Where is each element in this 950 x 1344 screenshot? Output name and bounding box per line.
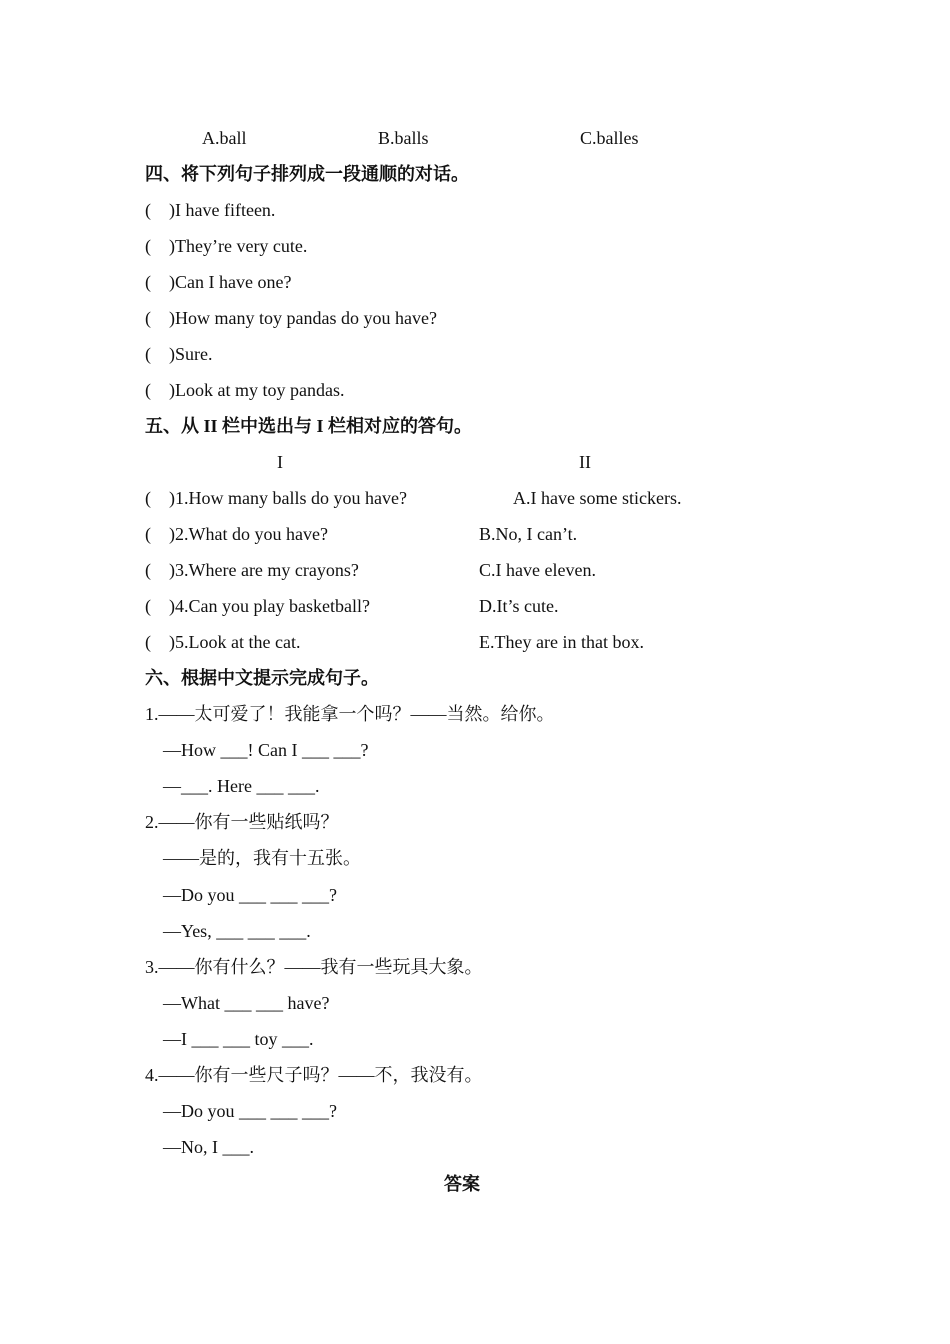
sec4-item: ( )I have fifteen. [145,200,276,220]
q3-chinese: 3.——你有什么？——我有一些玩具大象。 [145,957,483,977]
q2-line-b: —Yes, ___ ___ ___. [163,921,311,941]
sec4-item: ( )They’re very cute. [145,236,308,256]
sec5-right-item: D.It’s cute. [479,596,559,616]
column-i-title: I [277,452,283,472]
q1-chinese: 1.——太可爱了！我能拿一个吗？——当然。给你。 [145,704,555,724]
q4-line-b: —No, I ___. [163,1137,254,1157]
sec5-right-item: E.They are in that box. [479,632,644,652]
column-ii-title: II [579,452,591,472]
answer-title: 答案 [444,1174,480,1194]
sec5-left-item: ( )4.Can you play basketball? [145,596,370,616]
sec5-left-item: ( )2.What do you have? [145,524,328,544]
section-5-heading: 五、从 II 栏中选出与 I 栏相对应的答句。 [145,416,473,436]
sec4-item: ( )How many toy pandas do you have? [145,308,437,328]
section-4-heading: 四、将下列句子排列成一段通顺的对话。 [145,164,469,184]
q3-line-b: —I ___ ___ toy ___. [163,1029,314,1049]
sec5-left-item: ( )3.Where are my crayons? [145,560,359,580]
q1-line-a: —How ___! Can I ___ ___? [163,740,369,760]
sec4-item: ( )Sure. [145,344,213,364]
q2-chinese: 2.——你有一些贴纸吗？ [145,812,339,832]
sec4-item: ( )Can I have one? [145,272,292,292]
q4-chinese: 4.——你有一些尺子吗？——不，我没有。 [145,1065,483,1085]
q2-chinese-reply: ——是的，我有十五张。 [163,848,361,868]
sec5-right-item: A.I have some stickers. [513,488,682,508]
sec5-left-item: ( )1.How many balls do you have? [145,488,407,508]
sec5-left-item: ( )5.Look at the cat. [145,632,301,652]
q1-line-b: —___. Here ___ ___. [163,776,320,796]
sec5-right-item: C.I have eleven. [479,560,596,580]
q2-line-a: —Do you ___ ___ ___? [163,885,337,905]
q3-line-a: —What ___ ___ have? [163,993,330,1013]
q4-line-a: —Do you ___ ___ ___? [163,1101,337,1121]
sec5-right-item: B.No, I can’t. [479,524,578,544]
option-c: C.balles [580,128,639,148]
sec4-item: ( )Look at my toy pandas. [145,380,345,400]
section-6-heading: 六、根据中文提示完成句子。 [145,668,379,688]
option-a: A.ball [202,128,247,148]
option-b: B.balls [378,128,429,148]
